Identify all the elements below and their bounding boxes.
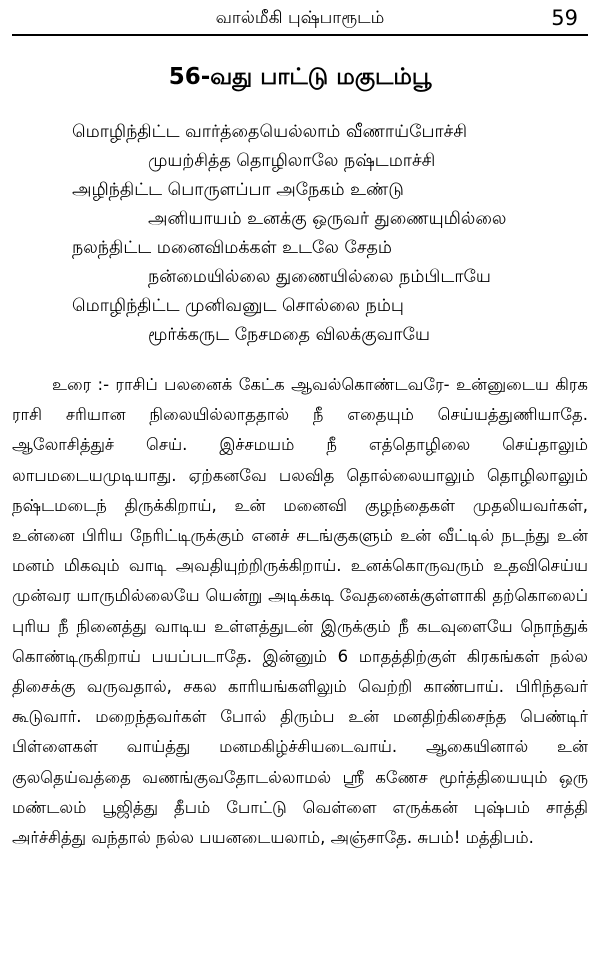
verse-line: அனியாயம் உனக்கு ஒருவர் துணையுமில்லை — [148, 209, 507, 229]
verse-line: மொழிந்திட்ட வார்த்தையெல்லாம் வீணாய்போச்சி — [72, 122, 468, 142]
verse-line: நன்மையில்லை துணையில்லை நம்பிடாயே — [148, 267, 491, 287]
commentary-paragraph: உரை :- ராசிப் பலனைக் கேட்க ஆவல்கொண்டவரே- உன்னுடைய கிரக ராசி சரியான நிலையில்லாததால் நீ எதையும் செய்யத்துணியாதே. ஆலோசித்துச் செய். இச்சமயம் நீ எத்தொழிலை செய்தாலும் லாபமடையமுடியாது. ஏற்கனவே பலவித தொல்லையாலும் தொழிலாலும் நஷ்டமடைந் திருக்கிறாய், உன் மனைவி குழந்தைகள் முதலியவர்கள், உன்னை பிரிய நேரிட்டிருக்கும் எனச் சடங்குகளும் உன் வீட்டில் நடந்து உன் மனம் மிகவும் வாடி அவதியுற்றிருக்கிறாய். உனக்கொருவரும் உதவிசெய்ய முன்வர யாருமில்லையே யென்று அடிக்கடி வேதனைக்குள்ளாகி தற்கொலைப் புரிய நீ நினைத்து வாடிய உள்ளத்துடன் இருக்கும் நீ கடவுளையே நொந்துக் கொண்டிருகிறாய் பயப்படாதே. இன்னும் 6 மாதத்திற்குள் கிரகங்கள் நல்ல திசைக்கு வருவதால், சகல காரியங்களிலும் வெற்றி காண்பாய். பிரிந்தவர் கூடுவார். மறைந்தவர்கள் போல் திரும்ப உன் மனதிற்கிசைந்த பெண்டிர் பிள்ளைகள் வாய்த்து மனமகிழ்ச்சியடைவாய். ஆகையினால் உன் குலதெய்வத்தை வணங்குவதோடல்லாமல் ஸ்ரீ கணேச மூர்த்தியையும் ஒரு மண்டலம் பூஜித்து தீபம் போட்டு வெள்ளை எருக்கன் புஷ்பம் சாத்தி அர்ச்சித்து வந்தால் நல்ல பயனடையலாம், அஞ்சாதே. சுபம்! மத்திபம். — [12, 375, 588, 848]
book-title: வால்மீகி புஷ்பாரூடம் — [215, 8, 385, 28]
section-title: 56-வது பாட்டு மகுடம்பூ — [168, 64, 432, 90]
verse-line: நலந்திட்ட மனைவிமக்கள் உடலே சேதம் — [72, 238, 392, 258]
verse-line: முயற்சித்த தொழிலாலே நஷ்டமாச்சி — [148, 151, 436, 171]
verse-line: அழிந்திட்ட பொருளப்பா அநேகம் உண்டு — [72, 180, 404, 200]
commentary-block — [12, 370, 588, 853]
page-header — [12, 4, 588, 36]
verse-line: மொழிந்திட்ட முனிவனுட சொல்லை நம்பு — [72, 296, 404, 316]
page-number: 59 — [551, 6, 578, 30]
verse-line: மூர்க்கருட நேசமதை விலக்குவாயே — [148, 325, 430, 345]
